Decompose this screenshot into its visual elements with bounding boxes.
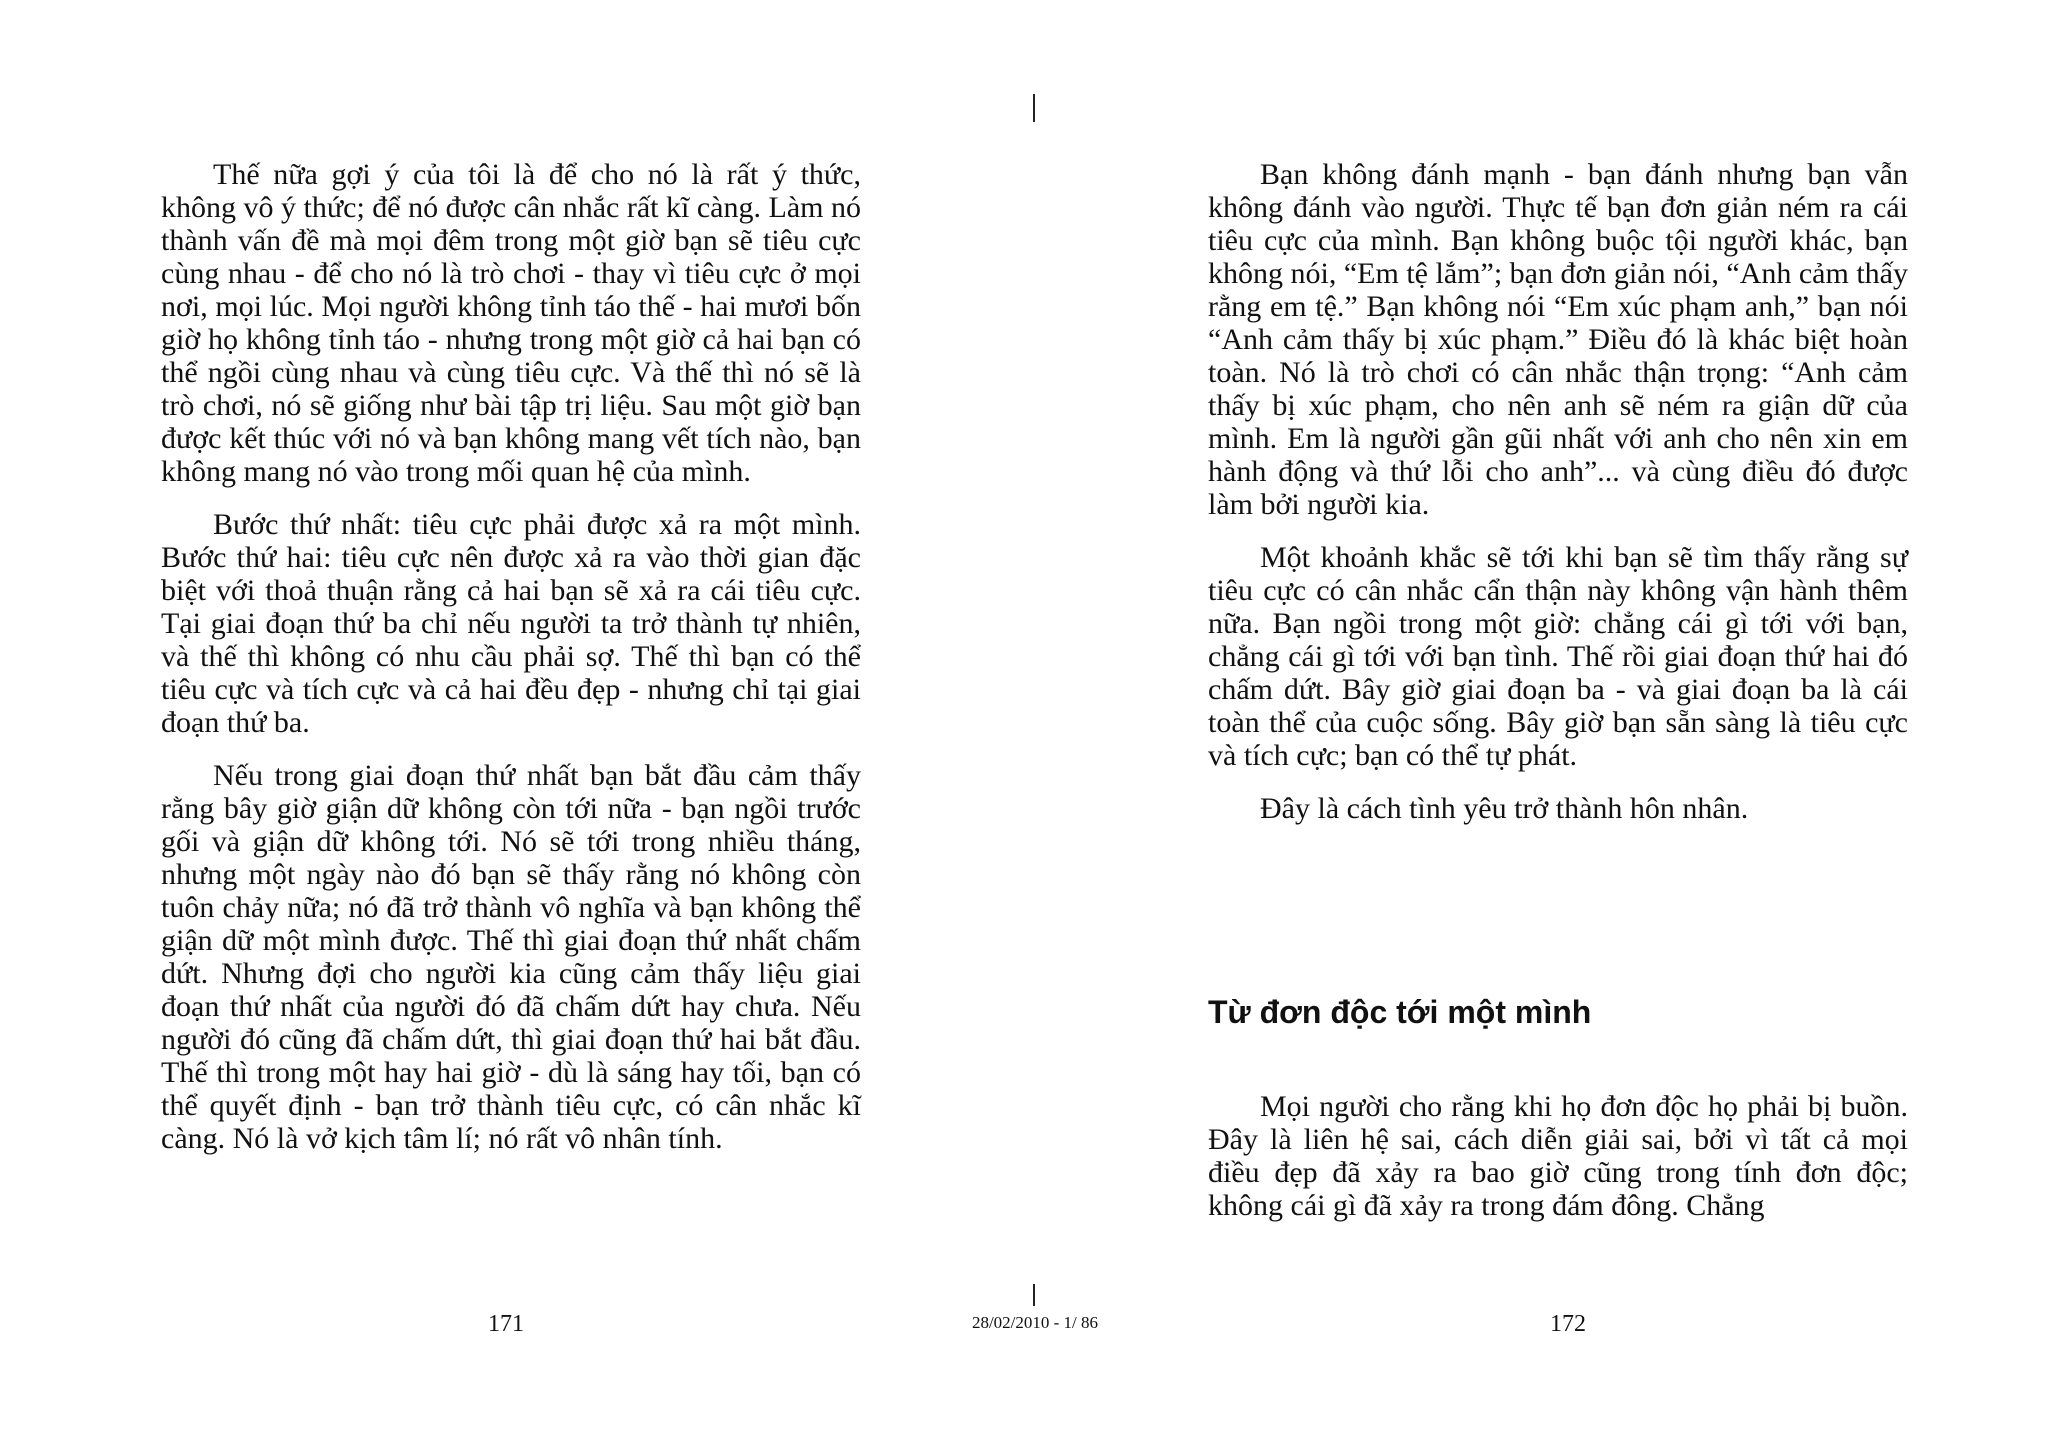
center-divider-bottom [1033,1284,1035,1306]
footer-date-stamp: 28/02/2010 - 1/ 86 [971,1313,1099,1332]
section-heading: Từ đơn độc tới một mình [1208,994,1592,1030]
section-paragraph-1: Mọi người cho rằng khi họ đơn độc họ phải bị buồn. Đây là liên hệ sai, cách diễn giải sai, bởi vì tất cả mọi điều đẹp đã xảy ra bao giờ cũng trong tính đơn độc; không cái gì đã xảy ra trong đám đông. Chẳng [1208,1090,1908,1222]
left-paragraph-2: Bước thứ nhất: tiêu cực phải được xả ra một mình. Bước thứ hai: tiêu cực nên được xả ra vào thời gian đặc biệt với thoả thuận rằng cả hai bạn sẽ xả ra cái tiêu cực. Tại giai đoạn thứ ba chỉ nếu người ta trở thành tự nhiên, và thế thì không có nhu cầu phải sợ. Thế thì bạn có thể tiêu cực và tích cực và cả hai đều đẹp - nhưng chỉ tại giai đoạn thứ ba. [161,508,861,739]
right-paragraph-1: Bạn không đánh mạnh - bạn đánh nhưng bạn vẫn không đánh vào người. Thực tế bạn đơn giản ném ra cái tiêu cực của mình. Bạn không buộc tội người khác, bạn không nói, “Em tệ lắm”; bạn đơn giản nói, “Anh cảm thấy rằng em tệ.” Bạn không nói “Em xúc phạm anh,” bạn nói “Anh cảm thấy bị xúc phạm.” Điều đó là khác biệt hoàn toàn. Nó là trò chơi có cân nhắc thận trọng: “Anh cảm thấy bị xúc phạm, cho nên anh sẽ ném ra giận dữ của mình. Em là người gần gũi nhất với anh cho nên xin em hành động và thứ lỗi cho anh”... và cùng điều đó được làm bởi người kia. [1208,158,1908,521]
left-page-text [161,158,861,1175]
left-page-number: 171 [488,1311,524,1337]
right-page-text [1208,158,1908,845]
right-paragraph-2: Một khoảnh khắc sẽ tới khi bạn sẽ tìm thấy rằng sự tiêu cực có cân nhắc cẩn thận này không vận hành thêm nữa. Bạn ngồi trong một giờ: chẳng cái gì tới với bạn, chẳng cái gì tới với bạn tình. Thế rồi giai đoạn thứ hai đó chấm dứt. Bây giờ giai đoạn ba - và giai đoạn ba là cái toàn thể của cuộc sống. Bây giờ bạn sẵn sàng là tiêu cực và tích cực; bạn có thể tự phát. [1208,541,1908,772]
center-divider-top [1033,94,1035,122]
right-paragraph-3: Đây là cách tình yêu trở thành hôn nhân. [1260,792,1749,825]
right-page-number: 172 [1550,1311,1586,1337]
left-paragraph-1: Thế nữa gợi ý của tôi là để cho nó là rất ý thức, không vô ý thức; để nó được cân nhắc rất kĩ càng. Làm nó thành vấn đề mà mọi đêm trong một giờ bạn sẽ tiêu cực cùng nhau - để cho nó là trò chơi - thay vì tiêu cực ở mọi nơi, mọi lúc. Mọi người không tỉnh táo thế - hai mươi bốn giờ họ không tỉnh táo - nhưng trong một giờ cả hai bạn có thể ngồi cùng nhau và cùng tiêu cực. Và thế thì nó sẽ là trò chơi, nó sẽ giống như bài tập trị liệu. Sau một giờ bạn được kết thúc với nó và bạn không mang vết tích nào, bạn không mang nó vào trong mối quan hệ của mình. [161,158,861,488]
left-paragraph-3: Nếu trong giai đoạn thứ nhất bạn bắt đầu cảm thấy rằng bây giờ giận dữ không còn tới nữa - bạn ngồi trước gối và giận dữ không tới. Nó sẽ tới trong nhiều tháng, nhưng một ngày nào đó bạn sẽ thấy rằng nó không còn tuôn chảy nữa; nó đã trở thành vô nghĩa và bạn không thể giận dữ một mình được. Thế thì giai đoạn thứ nhất chấm dứt. Nhưng đợi cho người kia cũng cảm thấy liệu giai đoạn thứ nhất của người đó đã chấm dứt hay chưa. Nếu người đó cũng đã chấm dứt, thì giai đoạn thứ hai bắt đầu. Thế thì trong một hay hai giờ - dù là sáng hay tối, bạn có thể quyết định - bạn trở thành tiêu cực, có cân nhắc kĩ càng. Nó là vở kịch tâm lí; nó rất vô nhân tính. [161,759,861,1155]
section-body [1208,1090,1908,1242]
